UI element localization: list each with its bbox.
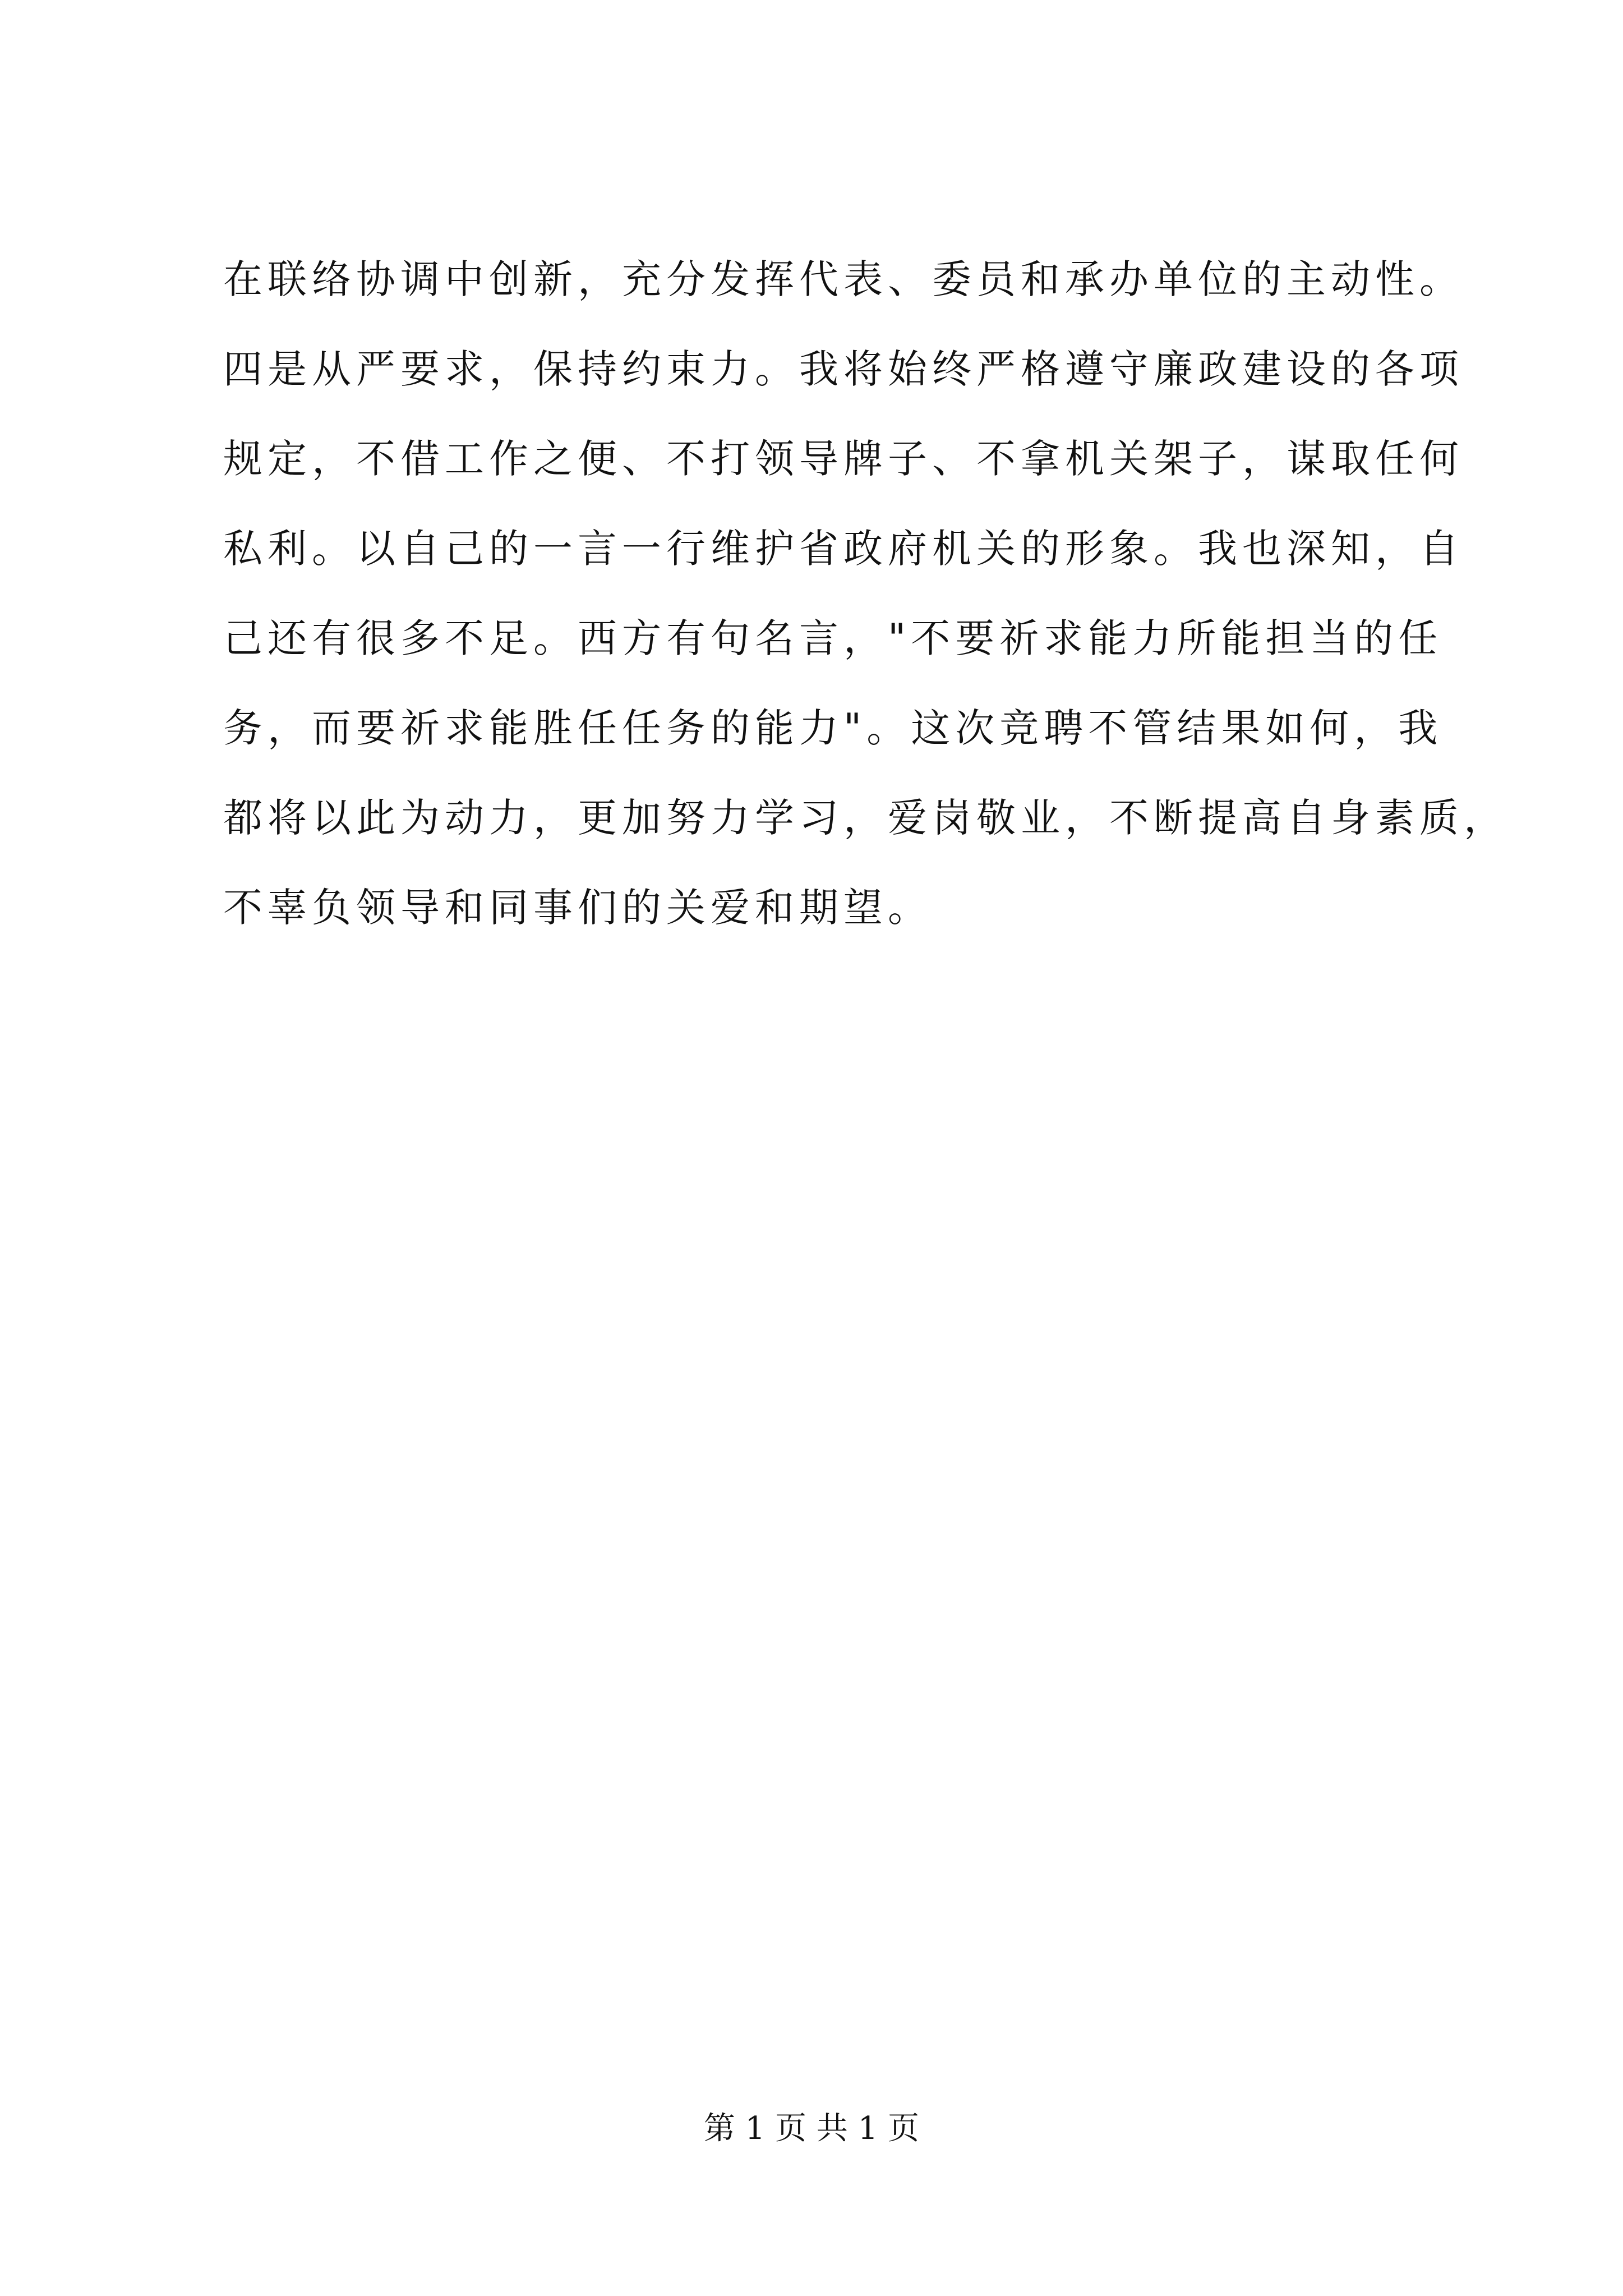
text-line-4: 私利。以自己的一言一行维护省政府机关的形象。我也深知，自	[223, 526, 1464, 572]
text-line-3: 规定，不借工作之便、不打领导牌子、不拿机关架子，谋取任何	[223, 436, 1464, 482]
text-line-5: 己还有很多不足。西方有句名言，"不要祈求能力所能担当的任	[223, 615, 1443, 661]
page-footer: 第 1 页 共 1 页	[703, 2110, 920, 2147]
text-line-1: 在联络协调中创新，充分发挥代表、委员和承办单位的主动性。	[223, 256, 1464, 302]
body-paragraph	[223, 234, 1508, 953]
text-line-2: 四是从严要求，保持约束力。我将始终严格遵守廉政建设的各项	[223, 346, 1464, 392]
text-line-8: 不辜负领导和同事们的关爱和期望。	[223, 885, 932, 931]
text-line-6: 务，而要祈求能胜任任务的能力"。这次竞聘不管结果如何，我	[223, 705, 1443, 751]
text-line-7: 都将以此为动力，更加努力学习，爱岗敬业，不断提高自身素质，	[223, 795, 1508, 841]
